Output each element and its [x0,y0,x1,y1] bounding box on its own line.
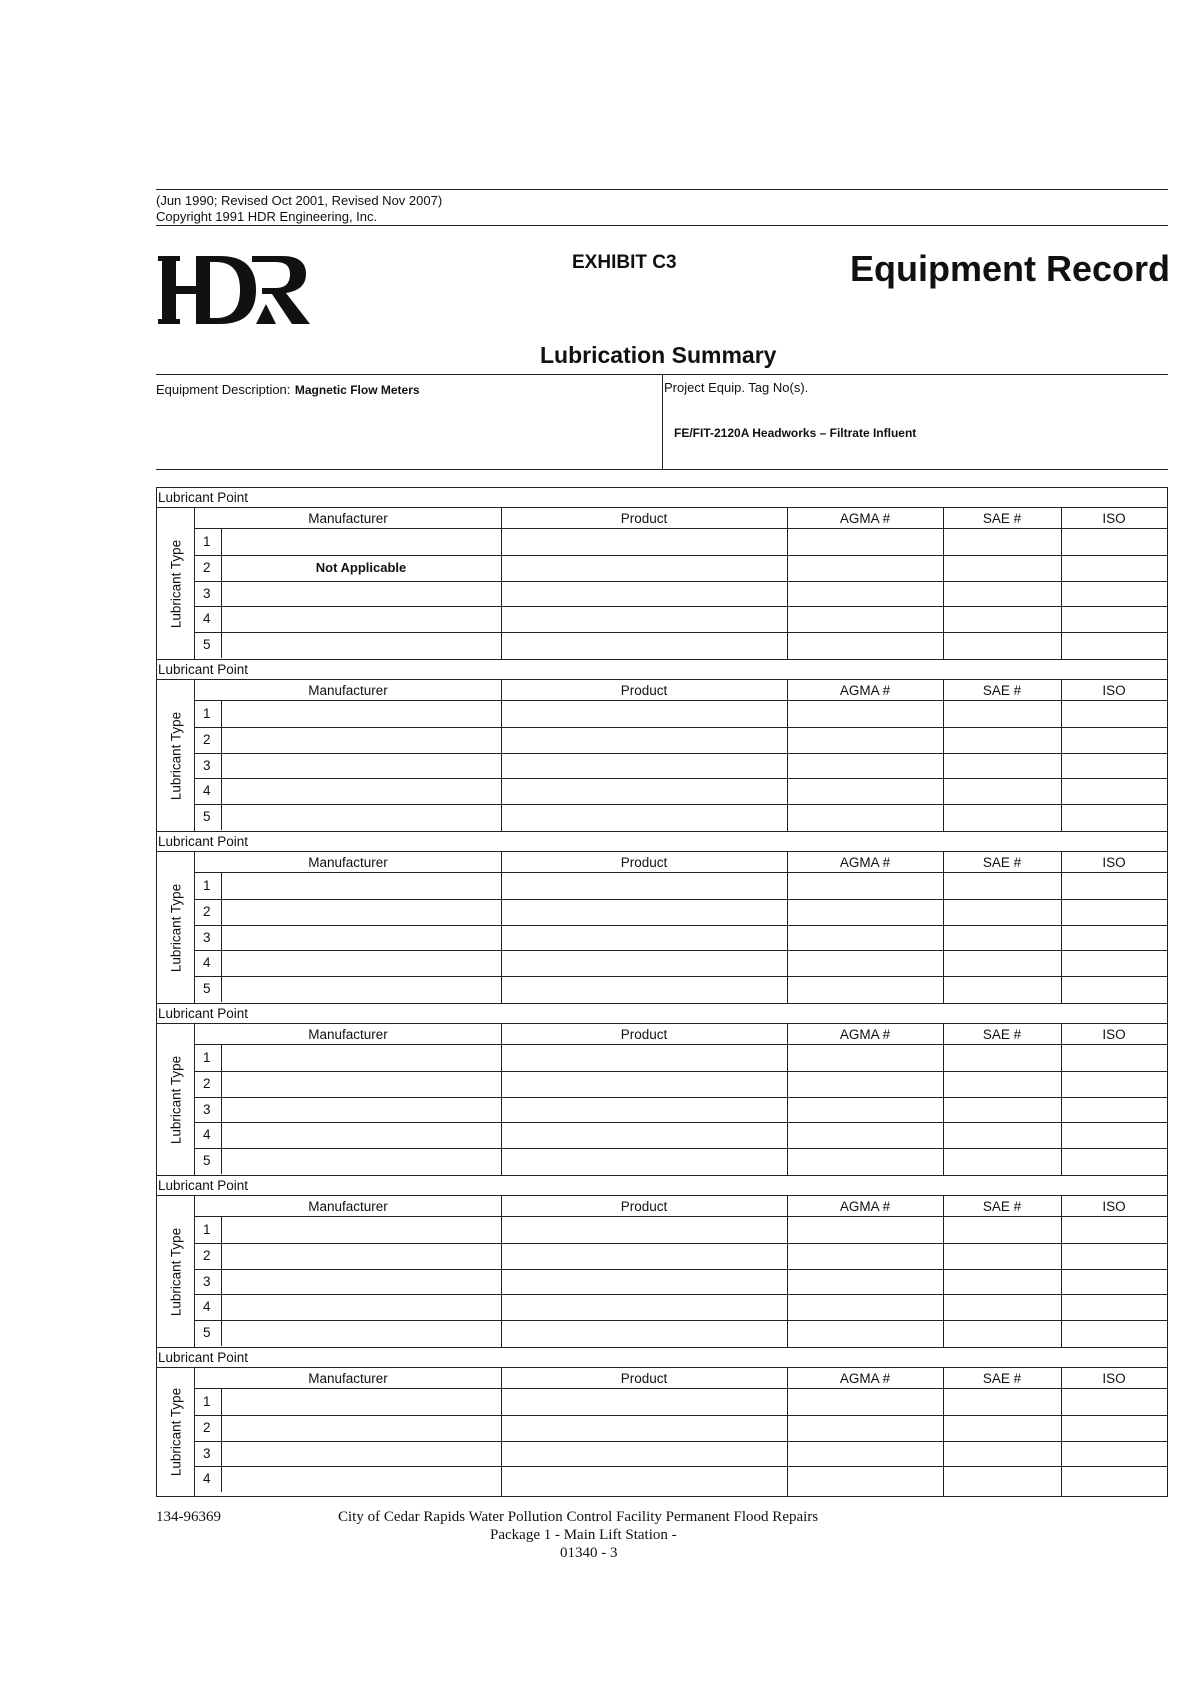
lubricant-type-label: Lubricant Type [168,1055,184,1144]
column-divider [1061,1196,1062,1347]
row-divider [195,1320,1167,1321]
row-divider [195,555,1167,556]
row-number: 3 [203,1445,211,1461]
row-number: 2 [203,1247,211,1263]
column-divider [787,1196,788,1347]
column-divider [787,508,788,659]
lubricant-type-side [157,852,195,1003]
column-divider [501,1196,502,1347]
footer-line-2: Package 1 - Main Lift Station - [490,1527,677,1543]
row-number: 4 [203,1127,211,1143]
fields-divider [662,374,663,469]
row-number: 1 [203,878,211,893]
lubricant-point-block [156,1175,1168,1347]
lubricant-type-side [157,1368,195,1496]
footer-line-3: 01340 - 3 [560,1545,618,1561]
column-divider [1061,680,1062,831]
row-number: 1 [203,706,211,721]
row-number: 3 [203,585,211,601]
row-divider [195,1294,1167,1295]
column-header: Manufacturer [195,1196,501,1217]
column-header: AGMA # [787,1024,943,1045]
column-header: AGMA # [787,852,943,873]
column-divider [787,1024,788,1175]
hdr-logo [158,252,316,330]
column-header: ISO [1061,680,1167,701]
column-header: AGMA # [787,680,943,701]
row-divider [195,1148,1167,1149]
column-header: Product [501,508,787,529]
row-number: 3 [203,1273,211,1289]
row-divider [195,778,1167,779]
lubricant-type-label: Lubricant Type [168,711,184,800]
lubricant-point-block [156,1003,1168,1175]
column-divider [787,1368,788,1496]
row-number: 1 [203,1050,211,1065]
column-header: ISO [1061,1024,1167,1045]
lubricant-point-title: Lubricant Point [157,659,1167,680]
lubricant-type-label: Lubricant Type [168,539,184,628]
column-divider [943,1196,944,1347]
number-column-divider [221,1045,222,1174]
column-header: Manufacturer [195,680,501,701]
row-number: 4 [203,955,211,971]
row-number: 3 [203,1101,211,1117]
row-number: 1 [203,1394,211,1409]
column-header: SAE # [943,852,1061,873]
row-divider [195,1269,1167,1270]
row-divider [195,950,1167,951]
column-divider [787,852,788,1003]
header-rule [156,225,1168,226]
column-divider [501,1024,502,1175]
row-divider [195,1097,1167,1098]
lubricant-point-block [156,659,1168,831]
column-divider [943,1024,944,1175]
number-column-divider [221,1217,222,1346]
row-number: 4 [203,1299,211,1315]
column-divider [1061,852,1062,1003]
lubricant-point-title: Lubricant Point [157,1175,1167,1196]
lubricant-type-side [157,508,195,659]
exhibit-label: EXHIBIT C3 [572,252,677,273]
fields-bottom-rule [156,469,1168,470]
row-number: 3 [203,757,211,773]
row-number: 2 [203,903,211,919]
tag-value: FE/FIT-2120A Headworks – Filtrate Influent [674,426,917,440]
column-header: SAE # [943,680,1061,701]
row-divider [195,581,1167,582]
row-number: 2 [203,731,211,747]
column-divider [501,680,502,831]
row-divider [195,1441,1167,1442]
column-divider [501,508,502,659]
equipment-description [156,381,420,399]
number-column-divider [221,529,222,658]
column-header: ISO [1061,1196,1167,1217]
column-divider [943,680,944,831]
lubricant-type-side [157,1196,195,1347]
column-divider [787,680,788,831]
column-header: ISO [1061,1368,1167,1389]
row-divider [195,606,1167,607]
column-header: Product [501,1024,787,1045]
column-divider [501,1368,502,1496]
section-title: Lubrication Summary [540,342,777,368]
row-number: 4 [203,611,211,627]
row-divider [195,899,1167,900]
row-divider [195,1466,1167,1467]
column-divider [501,852,502,1003]
row-number: 5 [203,637,211,653]
lubricant-point-title: Lubricant Point [157,1347,1167,1368]
column-header: Product [501,1196,787,1217]
column-header: Product [501,1368,787,1389]
row-divider [195,925,1167,926]
column-header: Manufacturer [195,1368,501,1389]
number-column-divider [221,701,222,830]
column-header: AGMA # [787,1196,943,1217]
row-number: 5 [203,981,211,997]
row-divider [195,1415,1167,1416]
row-divider [195,1071,1167,1072]
column-header: Manufacturer [195,508,501,529]
footer-code: 134-96369 [156,1509,221,1525]
lubricant-point-title: Lubricant Point [157,831,1167,852]
lubricant-point-block [156,487,1168,659]
row-divider [195,632,1167,633]
column-header: ISO [1061,852,1167,873]
equipment-description-value: Magnetic Flow Meters [294,383,420,397]
row-number: 2 [203,1419,211,1435]
column-header: AGMA # [787,508,943,529]
column-header: Product [501,680,787,701]
column-header: Manufacturer [195,1024,501,1045]
column-header: SAE # [943,508,1061,529]
row-number: 2 [203,1075,211,1091]
column-header: ISO [1061,508,1167,529]
row-number: 3 [203,929,211,945]
row-number: 4 [203,1471,211,1487]
column-header: Product [501,852,787,873]
row-number: 5 [203,1325,211,1341]
row-number: 1 [203,534,211,549]
revision-note: (Jun 1990; Revised Oct 2001, Revised Nov 2007) [156,193,443,208]
row-number: 1 [203,1222,211,1237]
column-divider [943,508,944,659]
row-divider [195,976,1167,977]
not-applicable-note: Not Applicable [315,559,407,575]
copyright-note: Copyright 1991 HDR Engineering, Inc. [156,209,378,224]
column-divider [1061,1024,1062,1175]
lubricant-point-title: Lubricant Point [157,1003,1167,1024]
row-divider [195,727,1167,728]
row-divider [195,1243,1167,1244]
lubricant-point-block [156,831,1168,1003]
page-title: Equipment Record [849,248,1170,289]
column-divider [1061,1368,1062,1496]
row-divider [195,804,1167,805]
row-divider [195,753,1167,754]
lubricant-point-block [156,1347,1168,1497]
row-number: 4 [203,783,211,799]
row-number: 5 [203,809,211,825]
column-header: AGMA # [787,1368,943,1389]
column-header: SAE # [943,1368,1061,1389]
tag-label: Project Equip. Tag No(s). [664,380,809,395]
column-header: SAE # [943,1196,1061,1217]
equipment-description-label: Equipment Description: [156,382,291,397]
number-column-divider [221,873,222,1002]
row-number: 2 [203,559,211,575]
footer-line-1: City of Cedar Rapids Water Pollution Control Facility Permanent Flood Repairs [338,1509,819,1525]
column-divider [1061,508,1062,659]
lubricant-type-label: Lubricant Type [168,1227,184,1316]
row-divider [195,1122,1167,1123]
top-rule [156,189,1168,190]
lubricant-point-title: Lubricant Point [157,487,1167,508]
row-number: 5 [203,1153,211,1169]
lubricant-type-side [157,1024,195,1175]
column-header: Manufacturer [195,852,501,873]
column-divider [943,1368,944,1496]
column-divider [943,852,944,1003]
column-header: SAE # [943,1024,1061,1045]
lubricant-type-label: Lubricant Type [168,1387,184,1477]
lubricant-type-side [157,680,195,831]
lubricant-type-label: Lubricant Type [168,883,184,972]
